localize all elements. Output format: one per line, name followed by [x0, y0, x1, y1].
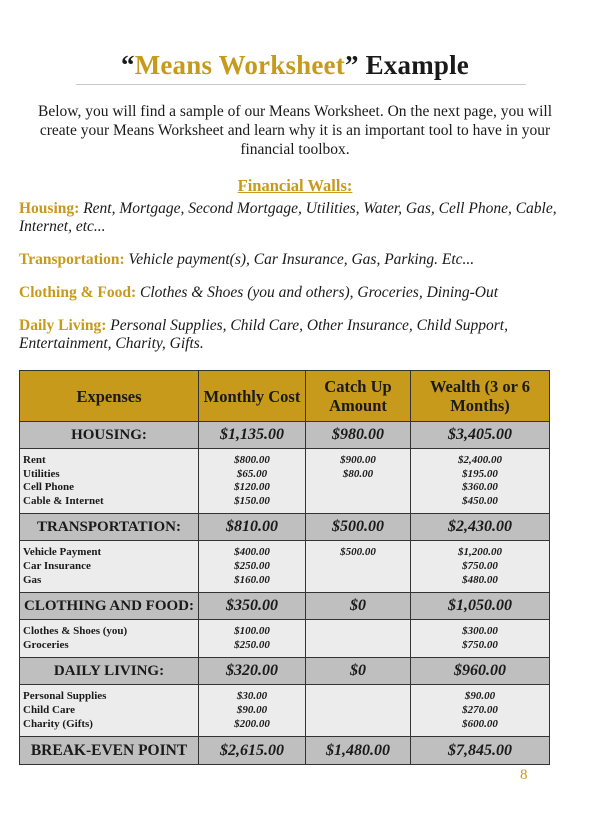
- means-worksheet-table: [19, 370, 550, 765]
- item-monthly-costs: [199, 620, 306, 658]
- category-catch-up: $0: [306, 593, 411, 620]
- category-wealth: $960.00: [411, 658, 550, 685]
- category-name: TRANSPORTATION:: [20, 514, 199, 541]
- wall-clothing-food: [19, 284, 574, 302]
- item-names: [20, 685, 199, 737]
- line-item: $480.00: [462, 573, 498, 586]
- line-item: Vehicle Payment: [23, 546, 102, 559]
- category-row-transportation: [20, 514, 550, 541]
- line-item: Gas: [23, 573, 42, 586]
- category-wealth: $1,050.00: [411, 593, 550, 620]
- break-even-catch-up: $1,480.00: [306, 737, 411, 765]
- line-item: Cell Phone: [23, 481, 75, 494]
- wall-label: Clothing & Food:: [19, 284, 137, 301]
- line-item: $900.00: [340, 454, 376, 466]
- line-item: $270.00: [462, 703, 498, 716]
- break-even-monthly: $2,615.00: [199, 737, 306, 765]
- category-wealth: $3,405.00: [411, 422, 550, 449]
- item-wealth: [411, 541, 550, 593]
- item-monthly-costs: [199, 541, 306, 593]
- title-quote-open: “: [120, 50, 135, 80]
- line-item: $250.00: [234, 638, 270, 651]
- line-item: Car Insurance: [23, 559, 91, 572]
- line-item: $600.00: [462, 717, 498, 730]
- line-item: $65.00: [236, 467, 268, 480]
- header-catch-up: [306, 371, 411, 422]
- line-item: Charity (Gifts): [23, 717, 93, 730]
- line-item: $100.00: [234, 625, 270, 638]
- detail-row-daily-living: [20, 685, 550, 737]
- break-even-label: BREAK-EVEN POINT: [20, 737, 199, 765]
- line-item: $800.00: [234, 454, 270, 466]
- line-item: $1,200.00: [458, 546, 502, 559]
- item-wealth: [411, 620, 550, 658]
- wall-label: Daily Living:: [19, 317, 107, 334]
- line-item: $450.00: [462, 494, 498, 507]
- category-name: DAILY LIVING:: [20, 658, 199, 685]
- break-even-row: [20, 737, 550, 765]
- item-catch-up: [306, 541, 411, 593]
- line-item: $150.00: [234, 494, 270, 507]
- line-item: $750.00: [462, 638, 498, 651]
- category-monthly-cost: $350.00: [199, 593, 306, 620]
- line-item: Personal Supplies: [23, 690, 107, 703]
- item-catch-up: [306, 620, 411, 658]
- line-item: $30.00: [236, 690, 268, 703]
- line-item: $300.00: [462, 625, 498, 638]
- category-row-housing: [20, 422, 550, 449]
- page-number: 8: [520, 767, 528, 783]
- wall-label: Housing:: [19, 200, 80, 217]
- item-catch-up: [306, 685, 411, 737]
- category-row-clothing-and-food: [20, 593, 550, 620]
- category-wealth: $2,430.00: [411, 514, 550, 541]
- wall-items: Vehicle payment(s), Car Insurance, Gas, Parking. Etc...: [128, 251, 475, 268]
- category-catch-up: $500.00: [306, 514, 411, 541]
- detail-row-clothing-and-food: [20, 620, 550, 658]
- category-monthly-cost: $1,135.00: [199, 422, 306, 449]
- line-item: Rent: [23, 454, 46, 466]
- line-item: $360.00: [462, 481, 498, 494]
- item-wealth: [411, 685, 550, 737]
- item-names: [20, 620, 199, 658]
- wall-items: Clothes & Shoes (you and others), Groceries, Dining-Out: [140, 284, 499, 301]
- header-catch-up-text: Catch Up Amount: [324, 377, 392, 415]
- line-item: $120.00: [234, 481, 270, 494]
- line-item: Clothes & Shoes (you): [23, 625, 128, 638]
- wall-items: Rent, Mortgage, Second Mortgage, Utilities, Water, Gas, Cell Phone, Cable, Internet, etc...: [19, 200, 557, 235]
- table-header-row: [20, 371, 550, 422]
- wall-label: Transportation:: [19, 251, 125, 268]
- item-catch-up: [306, 449, 411, 514]
- line-item: $90.00: [464, 690, 496, 703]
- item-names: [20, 449, 199, 514]
- line-item: $200.00: [234, 717, 270, 730]
- line-item: Cable & Internet: [23, 494, 104, 507]
- title-divider: [76, 84, 526, 85]
- break-even-wealth: $7,845.00: [411, 737, 550, 765]
- wall-transportation: [19, 251, 574, 269]
- category-name: HOUSING:: [20, 422, 199, 449]
- category-name: CLOTHING AND FOOD:: [20, 593, 199, 620]
- item-monthly-costs: [199, 685, 306, 737]
- line-item: $2,400.00: [458, 454, 502, 466]
- category-catch-up: $0: [306, 658, 411, 685]
- title-highlight: Means Worksheet: [134, 50, 345, 80]
- header-monthly-cost: Monthly Cost: [199, 371, 306, 422]
- category-row-daily-living: [20, 658, 550, 685]
- title-quote-close: ”: [344, 50, 359, 80]
- line-item: $80.00: [342, 467, 374, 480]
- line-item: Groceries: [23, 638, 69, 651]
- category-monthly-cost: $810.00: [199, 514, 306, 541]
- detail-row-transportation: [20, 541, 550, 593]
- wall-items: Personal Supplies, Child Care, Other Insurance, Child Support, Entertainment, Charity, Gifts.: [19, 317, 508, 352]
- category-catch-up: $980.00: [306, 422, 411, 449]
- line-item: Child Care: [23, 703, 76, 716]
- header-expenses: Expenses: [20, 371, 199, 422]
- header-wealth-text: Wealth (3 or 6 Months): [429, 377, 531, 415]
- line-item: $250.00: [234, 559, 270, 572]
- line-item: $195.00: [462, 467, 498, 480]
- item-wealth: [411, 449, 550, 514]
- line-item: $160.00: [234, 573, 270, 586]
- wall-daily-living: [19, 317, 574, 353]
- line-item: $750.00: [462, 559, 498, 572]
- financial-walls-heading: Financial Walls:: [237, 176, 353, 195]
- wall-housing: [19, 200, 574, 236]
- line-item: $90.00: [236, 703, 268, 716]
- item-names: [20, 541, 199, 593]
- item-monthly-costs: [199, 449, 306, 514]
- line-item: $400.00: [234, 546, 270, 559]
- line-item: Utilities: [23, 467, 60, 480]
- detail-row-housing: [20, 449, 550, 514]
- page-title: [0, 50, 590, 81]
- intro-paragraph: Below, you will find a sample of our Means Worksheet. On the next page, you will create your Means Worksheet and learn why it is an important tool to have in your financial toolbox.: [37, 103, 553, 158]
- title-rest: Example: [358, 50, 469, 80]
- category-monthly-cost: $320.00: [199, 658, 306, 685]
- header-wealth: [411, 371, 550, 422]
- line-item: $500.00: [340, 546, 376, 559]
